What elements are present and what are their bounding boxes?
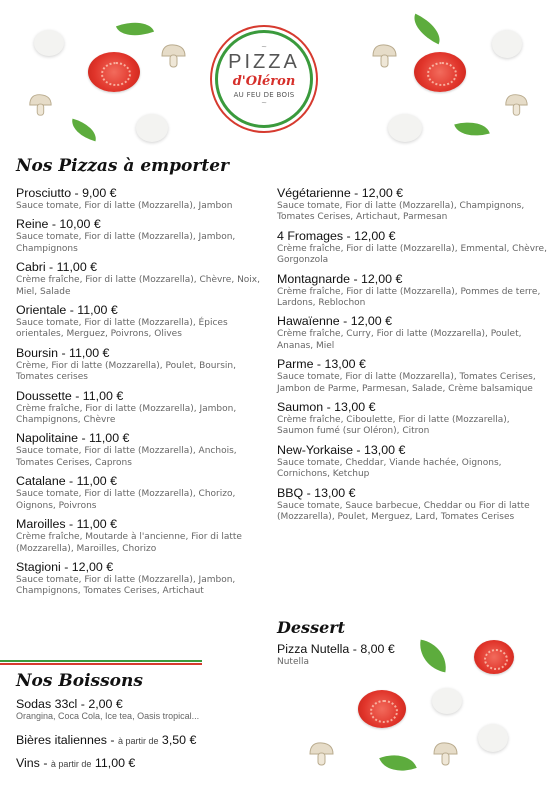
pizza-list-right	[277, 186, 547, 529]
basil-leaf-icon	[379, 747, 417, 779]
basil-leaf-icon	[408, 14, 446, 45]
pizza-ingredients: Sauce tomate, Cheddar, Viande hachée, Oignons, Cornichons, Ketchup	[277, 457, 502, 480]
mushroom-icon	[306, 740, 336, 768]
pizza-name-price: New-Yorkaise - 13,00 €	[277, 442, 406, 457]
tomato-slice-icon	[358, 690, 406, 728]
pizza-item	[277, 443, 547, 481]
pizza-name-price: Boursin - 11,00 €	[16, 345, 110, 360]
pizza-ingredients: Crème fraîche, Curry, Fior di latte (Mozzarella), Poulet, Ananas, Miel	[277, 329, 522, 351]
beer-name: Bières italiennes -	[16, 733, 115, 747]
dessert-item	[277, 642, 427, 668]
pizza-name-price: Montagnarde - 12,00 €	[277, 271, 403, 286]
pizza-name-price: Parme - 13,00 €	[277, 357, 366, 372]
pizza-name-price: Cabri - 11,00 €	[16, 260, 98, 275]
pizza-name-price: BBQ - 13,00 €	[277, 485, 356, 500]
pizza-name-price: Reine - 10,00 €	[16, 217, 101, 232]
beer-price: 3,50 €	[161, 733, 197, 747]
pizza-ingredients: Sauce tomate, Fior di latte (Mozzarella), Jambon	[16, 201, 233, 211]
pizza-name-price: Prosciutto - 9,00 €	[16, 186, 117, 200]
logo	[215, 30, 313, 128]
pizzas-section-title: Nos Pizzas à emporter	[16, 156, 229, 176]
pizza-item	[16, 474, 268, 512]
pizza-ingredients: Crème fraîche, Fior di latte (Mozzarella), Jambon, Champignons, Chèvre	[16, 403, 237, 426]
pizza-ingredients: Sauce tomate, Fior di latte (Mozzarella), Tomates Cerises, Jambon de Parme, Parmesan, Salade, Crème balsamique	[277, 372, 536, 394]
wine-price: 11,00 €	[94, 756, 136, 770]
tomato-slice-icon	[88, 52, 140, 92]
pizza-ingredients: Crème, Fior di latte (Mozzarella), Poulet, Boursin, Tomates cerises	[16, 360, 236, 383]
mozzarella-icon	[492, 30, 522, 58]
pizza-ingredients: Sauce tomate, Fior di latte (Mozzarella), Champignons, Tomates Cerises, Artichaut, Parmesan	[277, 201, 525, 223]
pizza-ingredients: Sauce tomate, Fior di latte (Mozzarella), Jambon, Champignons	[16, 232, 236, 254]
dessert-section-title: Dessert	[277, 618, 346, 637]
drinks-section-title: Nos Boissons	[16, 671, 143, 691]
mozzarella-icon	[478, 724, 508, 752]
pizza-ingredients: Sauce tomate, Fior di latte (Mozzarella), Anchois, Tomates Cerises, Caprons	[16, 446, 237, 468]
dessert-item-desc: Nutella	[277, 657, 310, 667]
logo-title: PIZZA	[228, 51, 300, 73]
pizza-item	[16, 346, 268, 384]
pizza-item	[277, 400, 547, 438]
wine-name: Vins -	[16, 756, 48, 770]
pizza-item	[16, 389, 268, 427]
pizza-item	[277, 357, 547, 395]
pizza-name-price: Stagioni - 12,00 €	[16, 559, 114, 574]
mushroom-icon	[369, 42, 399, 70]
pizza-ingredients: Crème fraîche, Fior di latte (Mozzarella), Pommes de terre, Lardons, Reblochon	[277, 286, 541, 309]
sodas-item	[16, 697, 199, 722]
wine-item	[16, 756, 135, 770]
pizza-item	[16, 217, 268, 255]
mozzarella-icon	[388, 114, 422, 142]
pizza-item	[277, 314, 547, 352]
pizza-ingredients: Crème fraîche, Fior di latte (Mozzarella), Emmental, Chèvre, Gorgonzola	[277, 243, 547, 266]
italian-flag-divider	[0, 660, 202, 665]
pizza-item	[277, 186, 547, 224]
dessert-item-head: Pizza Nutella - 8,00 €	[277, 642, 395, 656]
pizza-item	[16, 260, 268, 298]
pizza-name-price: Hawaïenne - 12,00 €	[277, 314, 393, 329]
dessert-list	[277, 642, 427, 673]
pizza-name-price: Végétarienne - 12,00 €	[277, 186, 404, 200]
basil-leaf-icon	[68, 119, 99, 142]
wine-from: à partir de	[50, 759, 92, 769]
pizza-item	[16, 560, 268, 598]
pizza-item	[277, 229, 547, 267]
pizza-item	[16, 431, 268, 469]
mushroom-icon	[158, 42, 188, 70]
pizza-item	[16, 186, 268, 212]
pizza-name-price: Catalane - 11,00 €	[16, 474, 118, 489]
logo-tagline: AU FEU DE BOIS	[233, 91, 295, 99]
mozzarella-icon	[432, 688, 462, 714]
tomato-slice-icon	[474, 640, 514, 674]
sodas-desc: Orangina, Coca Cola, Ice tea, Oasis tropical...	[16, 711, 200, 721]
pizza-name-price: Saumon - 13,00 €	[277, 400, 376, 415]
pizza-ingredients: Sauce tomate, Fior di latte (Mozzarella), Chorizo, Oignons, Poivrons	[16, 489, 236, 511]
pizza-ingredients: Crème fraîche, Fior di latte (Mozzarella), Chèvre, Noix, Miel, Salade	[16, 275, 260, 297]
pizza-list-left	[16, 186, 268, 603]
mozzarella-icon	[136, 114, 168, 142]
pizza-name-price: 4 Fromages - 12,00 €	[277, 228, 396, 243]
pizza-ingredients: Crème fraîche, Ciboulette, Fior di latte (Mozzarella), Saumon fumé (sur Oléron), Citron	[277, 415, 510, 437]
pizza-ingredients: Crème fraîche, Moutarde à l'ancienne, Fior di latte (Mozzarella), Maroilles, Chorizo	[16, 532, 242, 554]
logo-ornament-top: ~	[261, 43, 267, 51]
logo-subtitle: d'Oléron	[232, 74, 296, 89]
mushroom-icon	[26, 92, 54, 118]
pizza-item	[277, 486, 547, 524]
pizza-ingredients: Sauce tomate, Fior di latte (Mozzarella), Épices orientales, Merguez, Poivrons, Olives	[16, 318, 228, 340]
pizza-ingredients: Sauce tomate, Fior di latte (Mozzarella), Jambon, Champignons, Tomates Cerises, Artichaut	[16, 574, 236, 597]
mushroom-icon	[430, 740, 460, 768]
pizza-name-price: Maroilles - 11,00 €	[16, 517, 118, 532]
pizza-name-price: Orientale - 11,00 €	[16, 303, 118, 318]
basil-leaf-icon	[116, 15, 154, 44]
tomato-slice-icon	[414, 52, 466, 92]
basil-leaf-icon	[454, 116, 490, 142]
logo-ornament-bottom: ~	[261, 99, 267, 107]
mozzarella-icon	[34, 30, 64, 56]
pizza-name-price: Doussette - 11,00 €	[16, 388, 124, 403]
pizza-name-price: Napolitaine - 11,00 €	[16, 431, 130, 446]
sodas-head: Sodas 33cl - 2,00 €	[16, 697, 123, 711]
beer-item	[16, 733, 196, 747]
beer-from: à partir de	[117, 736, 159, 746]
pizza-item	[16, 303, 268, 341]
pizza-item	[277, 272, 547, 310]
mushroom-icon	[502, 92, 530, 118]
pizza-item	[16, 517, 268, 555]
pizza-ingredients: Sauce tomate, Sauce barbecue, Cheddar ou Fior di latte (Mozzarella), Poulet, Merguez, Lard, Tomates Cerises	[277, 500, 530, 523]
